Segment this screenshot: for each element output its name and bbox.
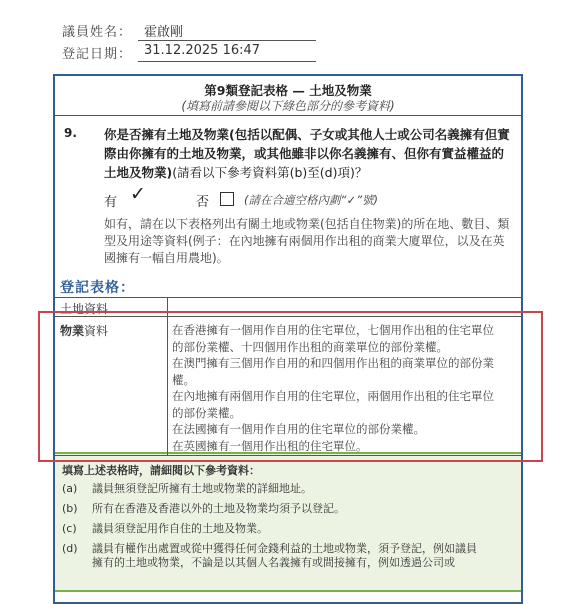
table-top-line: [55, 297, 521, 298]
question-bold-text: 你是否擁有土地及物業(包括以配偶、子女或其他人士或公司名義擁有但實際由你擁有的土地及物業，或其他雖非以你名義擁有、但你有實益權益的土地及物業): [104, 127, 510, 180]
name-label: 議員姓名：: [62, 25, 133, 40]
notes-title: 填寫上述表格時，請細閱以下參考資料：: [62, 464, 260, 477]
date-label: 登記日期：: [62, 47, 133, 62]
property-line: 在澳門擁有三個用作自用的和四個用作出租的商業單位的部份業: [172, 356, 494, 370]
no-label: 否: [196, 195, 210, 210]
property-line: 在內地擁有兩個用作自用的住宅單位，兩個用作出租的住宅單位: [172, 389, 494, 403]
note-text: 擁有的土地或物業，不論是以其個人名義擁有或間接擁有，例如透過公司或: [92, 556, 455, 569]
question-number: 9.: [64, 126, 77, 140]
note-marker: (b): [62, 502, 78, 515]
property-line: 在香港擁有一個用作自用的住宅單位，七個用作出租的住宅單位: [172, 323, 494, 337]
note-marker: (d): [62, 542, 78, 555]
note-item: [62, 541, 517, 556]
property-line: 在法國擁有一個用作自用的住宅單位的部份業權。: [172, 422, 425, 436]
note-marker: (a): [62, 482, 78, 495]
yes-checkbox[interactable]: [130, 183, 146, 205]
checkbox-hint: (請在合適空格內劃“✓”號): [244, 193, 379, 207]
register-section-title: 登記表格：: [60, 280, 135, 296]
date-underline: [138, 61, 316, 62]
title-divider: [55, 115, 521, 116]
note-text: 議員有權作出處置或從中獲得任何金錢利益的土地或物業，須予登記，例如議員: [92, 542, 477, 555]
property-label-bold: 物業: [60, 324, 85, 338]
note-marker: (c): [62, 522, 77, 535]
note-item: [62, 521, 517, 536]
no-checkbox[interactable]: [220, 192, 234, 206]
note-text: 所有在香港及香港以外的土地及物業均須予以登記。: [92, 502, 345, 515]
property-line: 權。: [172, 372, 195, 387]
yes-label: 有: [104, 195, 118, 210]
highlight-box: [38, 311, 543, 462]
name-value: 霍啟剛: [144, 25, 184, 40]
land-info-label: 土地資料: [60, 302, 109, 316]
form-title: 第9類登記表格 — 土地及物業: [204, 83, 372, 98]
property-line: 的部份業權。: [172, 405, 241, 420]
form-subtitle: (填寫前請參閱以下綠色部分的參考資料): [181, 99, 395, 113]
date-value: 31.12.2025 16:47: [144, 43, 261, 58]
instruction-text: 如有，請在以下表格列出有關土地或物業(包括自住物業)的所在地、數目、類型及用途等資料(例子：在內地擁有兩個用作出租的商業大廈單位，以及在英國擁有一幅自用農地)。: [104, 217, 510, 265]
name-underline: [138, 40, 316, 41]
note-item: [62, 481, 517, 496]
note-item: [62, 555, 517, 570]
question-text: [104, 125, 514, 182]
property-label-plain: 資料: [84, 324, 109, 338]
note-text: 議員須登記用作自住的土地及物業。: [92, 522, 268, 535]
property-line: 在英國擁有一個用作出租的住宅單位。: [172, 438, 368, 453]
property-line: 的部份業權、十四個用作出租的商業單位的部份業權。: [172, 339, 448, 354]
question-reference: (請看以下參考資料第(b)至(d)項)？: [172, 165, 368, 180]
note-text: 議員無須登記所擁有土地或物業的詳細地址。: [92, 482, 312, 495]
check-mark-icon: ✓: [130, 183, 146, 205]
note-item: [62, 501, 517, 516]
